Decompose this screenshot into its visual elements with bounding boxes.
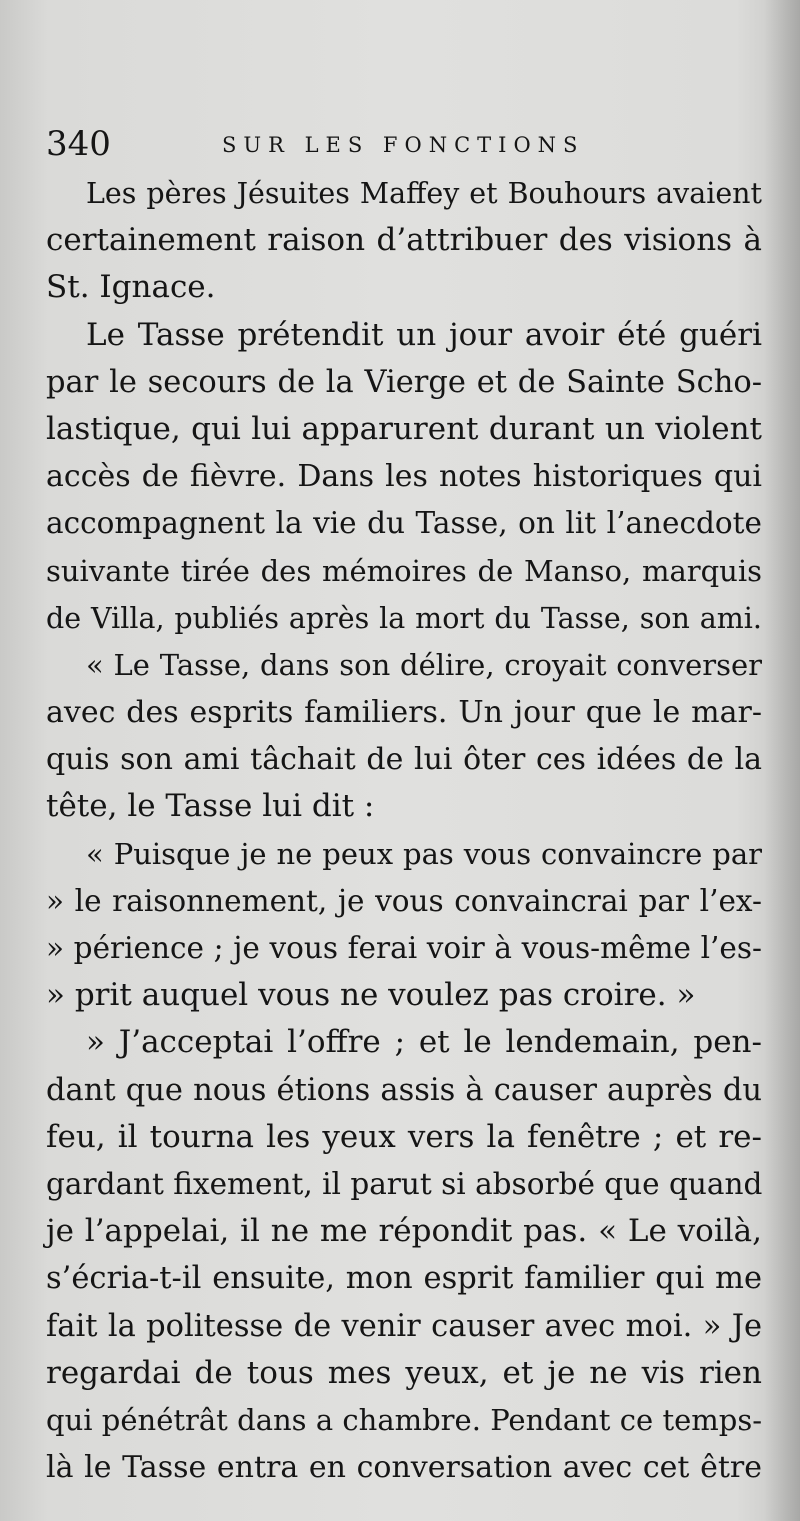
running-head: SUR LES FONCTIONS (222, 133, 585, 157)
text-line: qui pénétrât dans a chambre. Pendant ce temps- (46, 1402, 762, 1437)
page-number: 340 (46, 124, 111, 164)
text-line: certainement raison d’attribuer des visions à (46, 222, 762, 259)
text-line: accompagnent la vie du Tasse, on lit l’anecdote (46, 506, 762, 541)
text-line: s’écria-t-il ensuite, mon esprit familier qui me (46, 1261, 762, 1297)
text-line: « Le Tasse, dans son délire, croyait converser (86, 647, 762, 682)
text-line: » J’acceptai l’offre ; et le lendemain, pen- (86, 1024, 762, 1061)
body-text (46, 170, 762, 1491)
text-line: quis son ami tâchait de lui ôter ces idées de la (46, 742, 762, 778)
text-line: » le raisonnement, je vous convaincrai par l’ex- (46, 883, 762, 918)
text-line: je l’appelai, il ne me répondit pas. « Le voilà, (46, 1213, 762, 1250)
page-gutter-shadow (764, 0, 800, 1521)
text-line: avec des esprits familiers. Un jour que le mar- (46, 695, 762, 731)
text-line: Le Tasse prétendit un jour avoir été guéri (86, 316, 762, 353)
text-line: regardai de tous mes yeux, et je ne vis rien (46, 1354, 762, 1391)
page-header (46, 122, 760, 172)
text-line: Les pères Jésuites Maffey et Bouhours avaient (86, 177, 762, 210)
text-line: » périence ; je vous ferai voir à vous-même l’es- (46, 931, 762, 965)
text-line: « Puisque je ne peux pas vous convaincre par (86, 836, 762, 871)
text-line: tête, le Tasse lui dit : (46, 788, 375, 825)
text-line: de Villa, publiés après la mort du Tasse, son ami. (46, 601, 762, 635)
text-line: lastique, qui lui apparurent durant un violent (46, 410, 762, 447)
text-line: dant que nous étions assis à causer auprès du (46, 1072, 762, 1108)
text-line: » prit auquel vous ne voulez pas croire. » (46, 977, 696, 1014)
text-line: suivante tirée des mémoires de Manso, marquis (46, 553, 762, 588)
text-line: là le Tasse entra en conversation avec cet être (46, 1450, 762, 1486)
text-line: St. Ignace. (46, 269, 216, 306)
text-line: gardant fixement, il parut si absorbé que quand (46, 1166, 763, 1201)
text-line: feu, il tourna les yeux vers la fenêtre ; et re- (46, 1118, 762, 1155)
text-line: par le secours de la Vierge et de Sainte Scho- (46, 364, 762, 400)
text-line: fait la politesse de venir causer avec moi. » Je (46, 1308, 762, 1344)
text-line: accès de fièvre. Dans les notes historiques qui (46, 459, 762, 495)
